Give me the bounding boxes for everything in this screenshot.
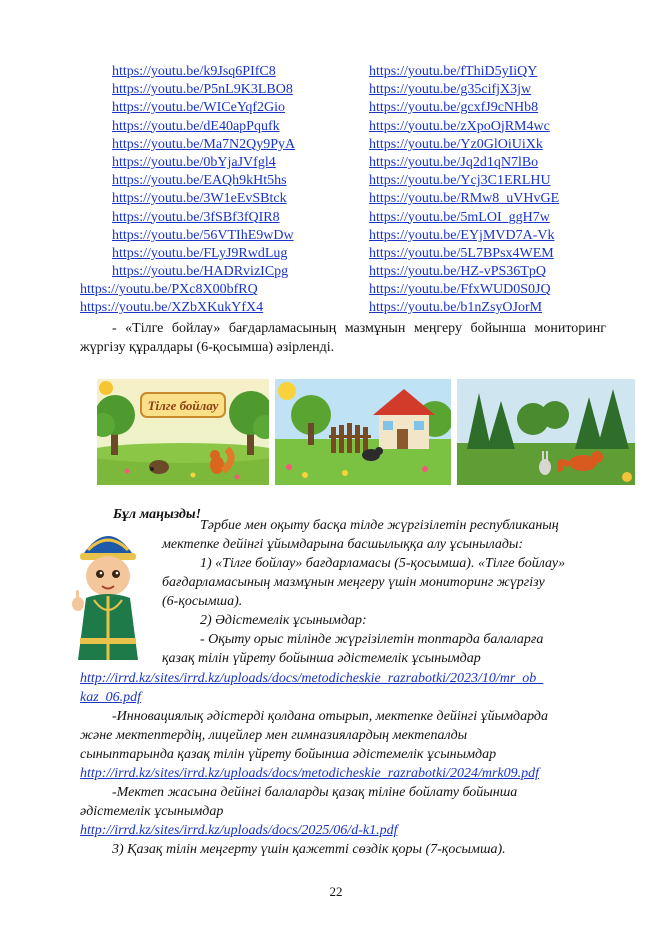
recommendations-block — [80, 669, 610, 859]
links-right-column — [369, 63, 559, 318]
rec3-line: -Мектеп жасына дейінгі балаларды қазақ тіліне бойлату бойынша — [112, 785, 518, 800]
video-link[interactable]: https://youtu.be/k9Jsq6PIfC8 — [112, 64, 276, 79]
note-line: 2) Әдістемелік ұсынымдар: — [200, 613, 367, 628]
video-link[interactable]: https://youtu.be/EAQh9kHt5hs — [112, 173, 287, 189]
video-link[interactable]: https://youtu.be/5mLOI_ggH7w — [369, 209, 550, 225]
note-line: (6-қосымша). — [162, 594, 243, 609]
video-link[interactable]: https://youtu.be/zXpoOjRM4wc — [369, 118, 550, 134]
video-link[interactable]: https://youtu.be/0bYjaJVfgl4 — [112, 154, 276, 170]
video-link[interactable]: https://youtu.be/Ma7N2Qy9PyA — [112, 136, 296, 152]
video-link[interactable]: https://youtu.be/PXc8X00bfRQ — [80, 282, 258, 298]
note-title: Бұл маңызды! — [113, 507, 202, 522]
note-line: 1) «Тілге бойлау» бағдарламасы (5-қосымша). «Тілге бойлау» — [200, 556, 566, 571]
links-left-column — [80, 63, 296, 318]
note-line: - Оқыту орыс тілінде жүргізілетін топтарда балаларға — [200, 632, 544, 647]
video-link[interactable]: https://youtu.be/g35cifjX3jw — [369, 82, 532, 98]
video-link[interactable]: https://youtu.be/FLyJ9RwdLug — [112, 245, 288, 261]
video-link[interactable]: https://youtu.be/56VTIhE9wDw — [112, 227, 294, 243]
video-link[interactable]: https://youtu.be/HZ-vPS36TpQ — [369, 264, 546, 280]
video-link[interactable]: https://youtu.be/3W1eEvSBtck — [112, 191, 287, 207]
video-link[interactable]: https://youtu.be/WICeYqf2Gio — [112, 100, 286, 116]
video-link[interactable]: https://youtu.be/HADRvizICpg — [112, 264, 289, 280]
note-line: бағдарламасының мазмұнын меңгеру үшін мониторинг жүргізу — [162, 575, 545, 590]
video-link[interactable]: https://youtu.be/Yz0GlOiUiXk — [369, 136, 543, 152]
video-link[interactable]: https://youtu.be/XZbXKukYfX4 — [80, 300, 264, 316]
video-link[interactable]: https://youtu.be/Jq2d1qN7lBo — [369, 154, 539, 170]
note-line: қазақ тілін үйрету бойынша әдістемелік ұсынымдар — [162, 651, 481, 666]
video-link[interactable]: https://youtu.be/Ycj3C1ERLHU — [369, 173, 551, 189]
video-link[interactable]: https://youtu.be/3fSBf3fQIR8 — [112, 209, 280, 225]
rec3-line: әдістемелік ұсынымдар — [80, 804, 224, 819]
rec2-line: -Инновациялық әдістерді қолдана отырып, мектепке дейінгі ұйымдарда — [112, 709, 549, 724]
video-link[interactable]: https://youtu.be/5L7BPsx4WEM — [369, 245, 554, 261]
rec2-line: сыныптарында қазақ тілін үйрету бойынша әдістемелік ұсынымдар — [80, 747, 497, 762]
rec1-link[interactable]: http://irrd.kz/sites/irrd.kz/uploads/docs/metodicheskie_razrabotki/2023/10/mr_ob_ — [80, 671, 544, 686]
video-link[interactable]: https://youtu.be/RMw8_uVHvGE — [369, 191, 560, 207]
video-link[interactable]: https://youtu.be/fThiD5yIiQY — [369, 64, 538, 79]
rec2-line: және мектептердің, лицейлер мен гимназиялардың мектепалды — [80, 728, 468, 743]
note-line: Тәрбие мен оқыту басқа тілде жүргізілетін республиканың — [200, 518, 559, 533]
item3-line: 3) Қазақ тілін меңгерту үшін қажетті сөздік қоры (7-қосымша). — [112, 842, 506, 857]
boy-illustration — [68, 520, 148, 670]
video-link[interactable]: https://youtu.be/dE40apPqufk — [112, 118, 280, 134]
note-line: мектепке дейінгі ұйымдарына басшылыққа алу ұсынылады: — [162, 537, 524, 552]
note-body — [162, 516, 606, 668]
monitoring-paragraph: - «Тілге бойлау» бағдарламасының мазмұнын меңгеру бойынша мониторинг жүргізу құралдары (6-қосымша) әзірленді. — [80, 321, 606, 355]
cartoon-house-image — [275, 379, 451, 485]
cartoon-title-image — [97, 379, 269, 485]
video-link[interactable]: https://youtu.be/FfxWUD0S0JQ — [369, 282, 551, 298]
image-caption: Тілге бойлау — [147, 398, 219, 413]
video-link[interactable]: https://youtu.be/b1nZsyOJorM — [369, 300, 543, 316]
rec2-link[interactable]: http://irrd.kz/sites/irrd.kz/uploads/docs/metodicheskie_razrabotki/2024/mrk09.pdf — [80, 766, 539, 781]
video-link[interactable]: https://youtu.be/gcxfJ9cNHb8 — [369, 100, 539, 116]
rec1-link-cont[interactable]: kaz_06.pdf — [80, 690, 142, 705]
page-number: 22 — [329, 884, 343, 899]
rec3-link[interactable]: http://irrd.kz/sites/irrd.kz/uploads/docs/2025/06/d-k1.pdf — [80, 823, 398, 838]
video-link[interactable]: https://youtu.be/EYjMVD7A-Vk — [369, 227, 555, 243]
video-link[interactable]: https://youtu.be/P5nL9K3LBO8 — [112, 82, 293, 98]
cartoon-forest-image — [457, 379, 635, 485]
